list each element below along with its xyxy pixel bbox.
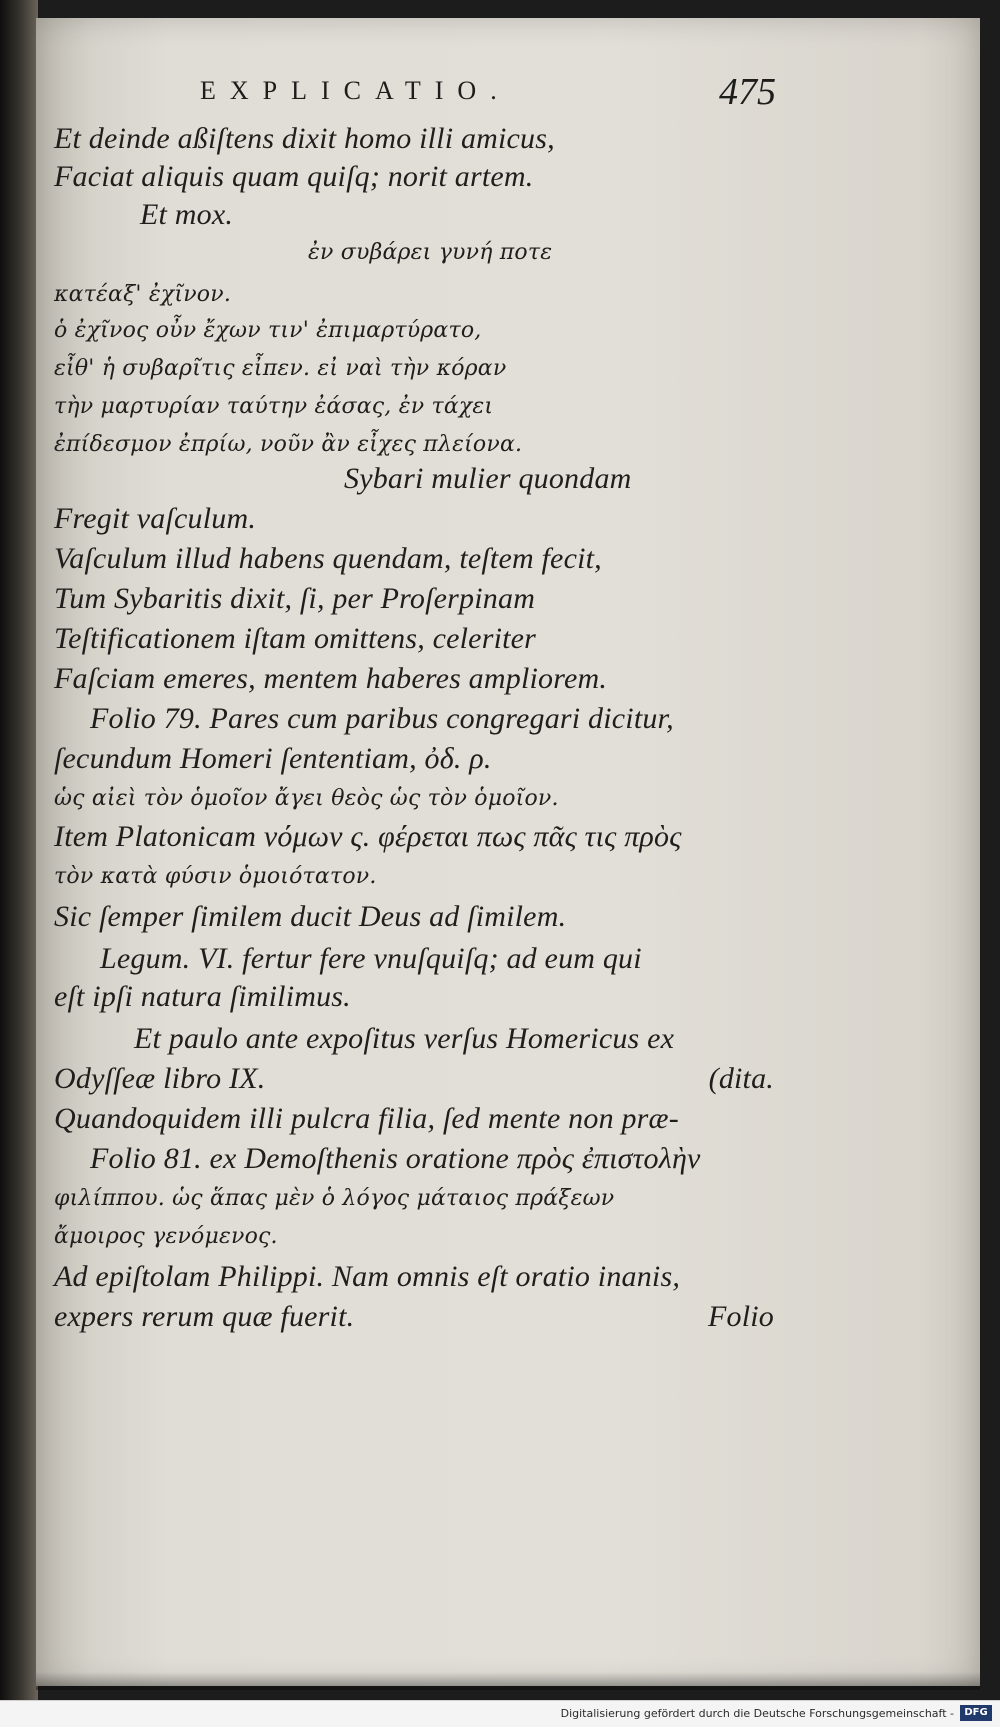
text-line: Et paulo ante expoſitus verſus Homericus ex: [134, 1022, 675, 1055]
greek-line: εἶθ' ἡ συβαρῖτις εἶπεν. εἰ ναὶ τὴν κόραν: [54, 356, 507, 381]
text-line: Faſciam emeres, mentem haberes ampliorem.: [54, 662, 608, 695]
greek-line: ὁ ἐχῖνος οὖν ἔχων τιν' ἐπιμαρτύρατο,: [54, 318, 482, 343]
text-line: Sic ſemper ſimilem ducit Deus ad ſimilem.: [54, 900, 567, 933]
greek-line: τὸν κατὰ φύσιν ὁμοιότατον.: [54, 864, 377, 889]
text-line: Folio 81. ex Demoſthenis oratione πρὸς ἐπιστολὴν: [90, 1142, 701, 1175]
greek-line: ἐπίδεσμον ἐπρίω, νοῦν ἂν εἶχες πλείονα.: [54, 432, 523, 457]
text-line: Ad epiſtolam Philippi. Nam omnis eſt oratio inanis,: [54, 1260, 681, 1293]
greek-line: ἄμοιρος γενόμενος.: [54, 1224, 278, 1249]
text-line: (dita.: [708, 1062, 774, 1095]
text-line: expers rerum quæ fuerit.: [54, 1300, 355, 1333]
text-line: Item Platonicam νόμων ς. φέρεται πως πᾶς τις πρὸς: [54, 820, 682, 853]
text-line: Tum Sybaritis dixit, ſi, per Proſerpinam: [54, 582, 536, 615]
page-header: [200, 71, 776, 116]
text-line: Vaſculum illud habens quendam, teſtem fecit,: [54, 542, 602, 575]
page-number: 475: [719, 71, 776, 113]
text-line: eſt ipſi natura ſimilimus.: [54, 980, 351, 1013]
text-line: Folio 79. Pares cum paribus congregari dicitur,: [90, 702, 674, 735]
greek-line: ὡς αἰεὶ τὸν ὁμοῖον ἄγει θεὸς ὡς τὸν ὁμοῖον.: [54, 786, 559, 811]
footer-bar: [0, 1700, 1000, 1727]
text-line: Legum. VI. fertur fere vnuſquiſq; ad eum qui: [100, 942, 642, 975]
dfg-logo: DFG: [960, 1705, 992, 1721]
text-line: Et mox.: [140, 198, 234, 231]
text-line: Quandoquidem illi pulcra filia, ſed mente non præ-: [54, 1102, 679, 1135]
greek-line: φιλίππου. ὡς ἅπας μὲν ὁ λόγος μάταιος πράξεων: [54, 1186, 615, 1211]
page-bottom-shadow: [36, 1672, 980, 1690]
text-line: Odyſſeæ libro IX.: [54, 1062, 266, 1095]
text-line: Fregit vaſculum.: [54, 502, 257, 535]
text-line: Teſtificationem iſtam omittens, celeriter: [54, 622, 537, 655]
dfg-credit: Digitalisierung gefördert durch die Deutsche Forschungsgemeinschaft -: [560, 1707, 954, 1720]
text-line: ſecundum Homeri ſententiam, ὀδ. ρ.: [54, 742, 492, 775]
text-line: Sybari mulier quondam: [344, 462, 632, 495]
catchword: Folio: [708, 1300, 774, 1333]
book-gutter: [0, 0, 38, 1700]
text-line: Faciat aliquis quam quiſq; norit artem.: [54, 160, 534, 193]
greek-line: κατέαξ' ἐχῖνον.: [54, 282, 232, 307]
text-line: Et deinde aßiſtens dixit homo illi amicus,: [54, 122, 555, 155]
greek-line: τὴν μαρτυρίαν ταύτην ἐάσας, ἐν τάχει: [54, 394, 494, 419]
running-title: EXPLICATIO.: [200, 76, 511, 105]
greek-line: ἐν συβάρει γυνή ποτε: [308, 240, 553, 265]
